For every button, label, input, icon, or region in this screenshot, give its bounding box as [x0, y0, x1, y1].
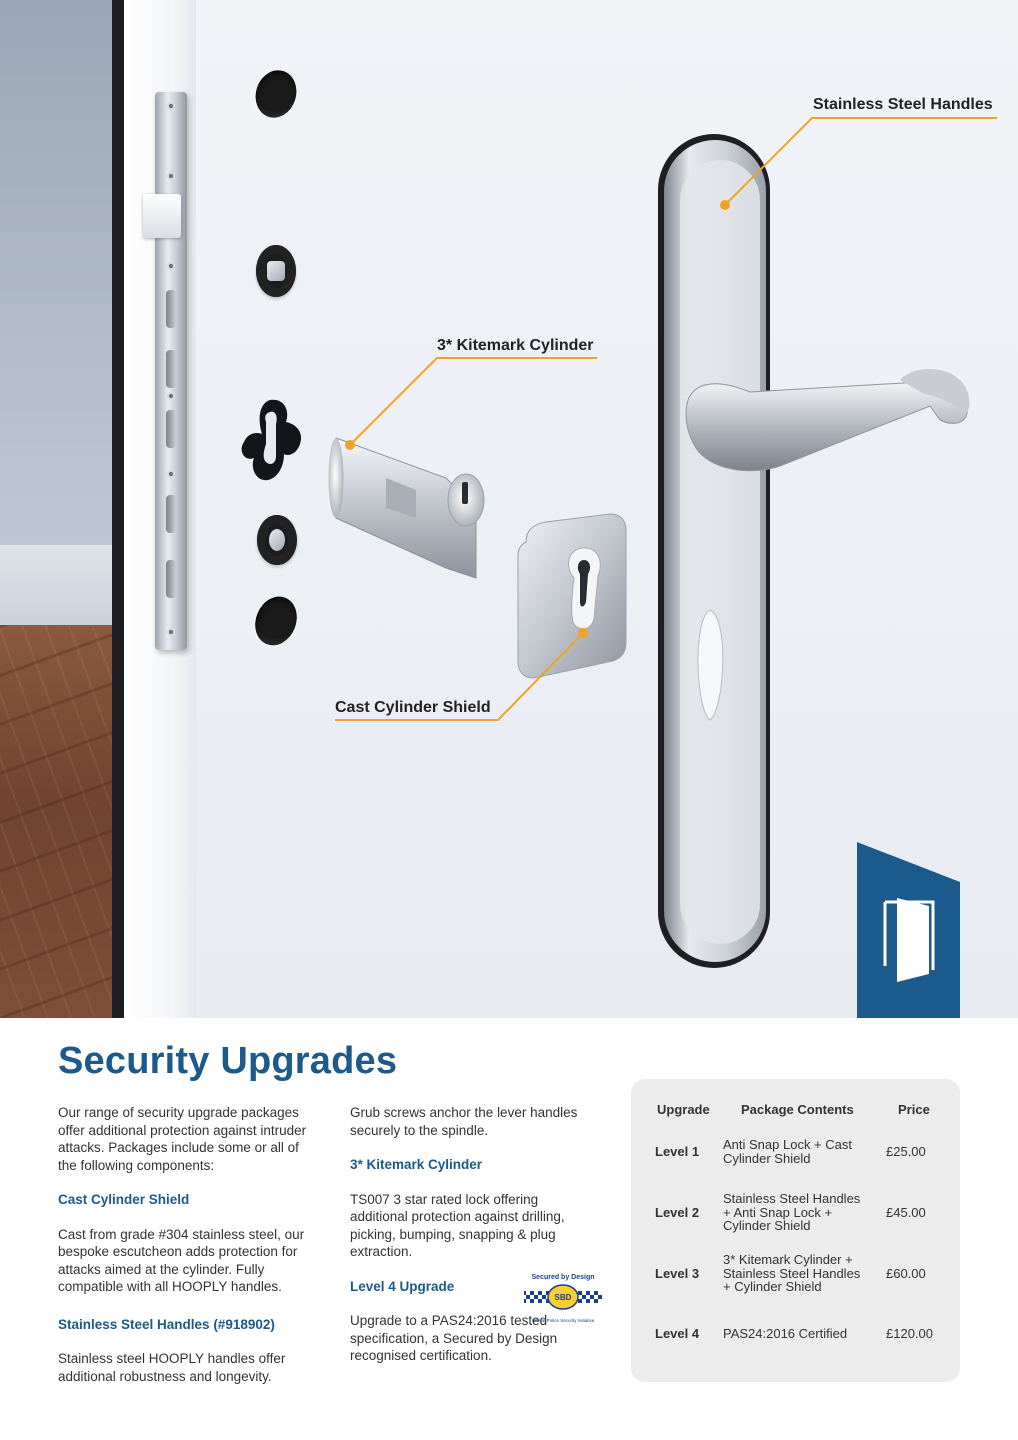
wooden-floor — [0, 625, 120, 1018]
content-section — [0, 1018, 1018, 1440]
brand-badge — [857, 842, 960, 1018]
table-row-contents: Anti Snap Lock + Cast Cylinder Shield — [723, 1137, 852, 1166]
lock-latch — [143, 194, 181, 238]
room-wall — [0, 0, 120, 640]
cylinder-heading: 3* Kitemark Cylinder — [350, 1157, 483, 1172]
level4-text: Upgrade to a PAS24:2016 tested specification, a Secured by Design recognised certification. — [350, 1313, 558, 1363]
shield-heading: Cast Cylinder Shield — [58, 1192, 190, 1207]
lock-slot — [166, 495, 176, 533]
col-header-contents: Package Contents — [741, 1102, 854, 1117]
callout-handles: Stainless Steel Handles — [813, 96, 993, 113]
table-row-contents: 3* Kitemark Cylinder + Stainless Steel Handles + Cylinder Shield — [723, 1252, 861, 1294]
table-row-price: £120.00 — [886, 1326, 933, 1341]
handles-text: Stainless steel HOOPLY handles offer additional robustness and longevity. — [58, 1351, 286, 1384]
page-title: Security Upgrades — [58, 1040, 398, 1082]
table-row-price: £25.00 — [886, 1144, 926, 1159]
table-row-price: £60.00 — [886, 1266, 926, 1281]
intro-text: Our range of security upgrade packages offer additional protection against intruder attacks. Packages include some or all of the following components: — [58, 1105, 307, 1173]
lock-slot — [166, 410, 176, 448]
spindle-hole — [256, 245, 296, 297]
handles-text-continued: Grub screws anchor the lever handles securely to the spindle. — [350, 1105, 578, 1138]
lock-screw — [167, 262, 175, 270]
lock-screw — [167, 470, 175, 478]
table-row-price: £45.00 — [886, 1205, 926, 1220]
cylinder-text: TS007 3 star rated lock offering additional protection against drilling, picking, bumping, snapping & plug extraction. — [350, 1191, 565, 1259]
svg-text:SBD: SBD — [554, 1293, 572, 1302]
pricing-table — [631, 1079, 960, 1382]
lock-screw — [167, 628, 175, 636]
lock-slot — [166, 350, 176, 388]
callout-cylinder: 3* Kitemark Cylinder — [437, 337, 594, 354]
left-column — [58, 1104, 318, 1402]
table-row-level: Level 3 — [655, 1266, 700, 1281]
table-row-level: Level 4 — [655, 1326, 700, 1341]
sbd-logo-subtitle: Official Police Security Initiative — [531, 1318, 595, 1323]
screw-hole — [257, 515, 297, 565]
shield-text: Cast from grade #304 stainless steel, our bespoke escutcheon adds protection for attacks aimed at the cylinder. Fully compatible with all HOOPLY handles. — [58, 1226, 305, 1294]
table-row-contents: PAS24:2016 Certified — [723, 1326, 848, 1341]
lock-screw — [167, 172, 175, 180]
table-row-level: Level 2 — [655, 1205, 700, 1220]
col-header-price: Price — [898, 1102, 930, 1117]
middle-column — [350, 1104, 590, 1382]
callout-shield: Cast Cylinder Shield — [335, 699, 491, 716]
kitemark-cylinder — [326, 418, 486, 583]
handles-heading: Stainless Steel Handles (#918902) — [58, 1316, 275, 1332]
secured-by-design-logo — [522, 1274, 604, 1328]
keyhole-cutout — [240, 396, 306, 484]
level4-heading: Level 4 Upgrade — [350, 1278, 455, 1294]
table-row-level: Level 1 — [655, 1144, 700, 1159]
col-header-upgrade: Upgrade — [657, 1102, 710, 1117]
lock-slot — [166, 290, 176, 328]
table-row-contents: Stainless Steel Handles + Anti Snap Lock + Cylinder Shield — [723, 1191, 861, 1233]
lock-screw — [167, 102, 175, 110]
lock-slot — [166, 560, 176, 598]
sbd-checker-emblem — [522, 1283, 604, 1311]
lock-screw — [167, 392, 175, 400]
door-frame-edge — [112, 0, 124, 1018]
sbd-logo-title: Secured by Design — [531, 1274, 595, 1281]
